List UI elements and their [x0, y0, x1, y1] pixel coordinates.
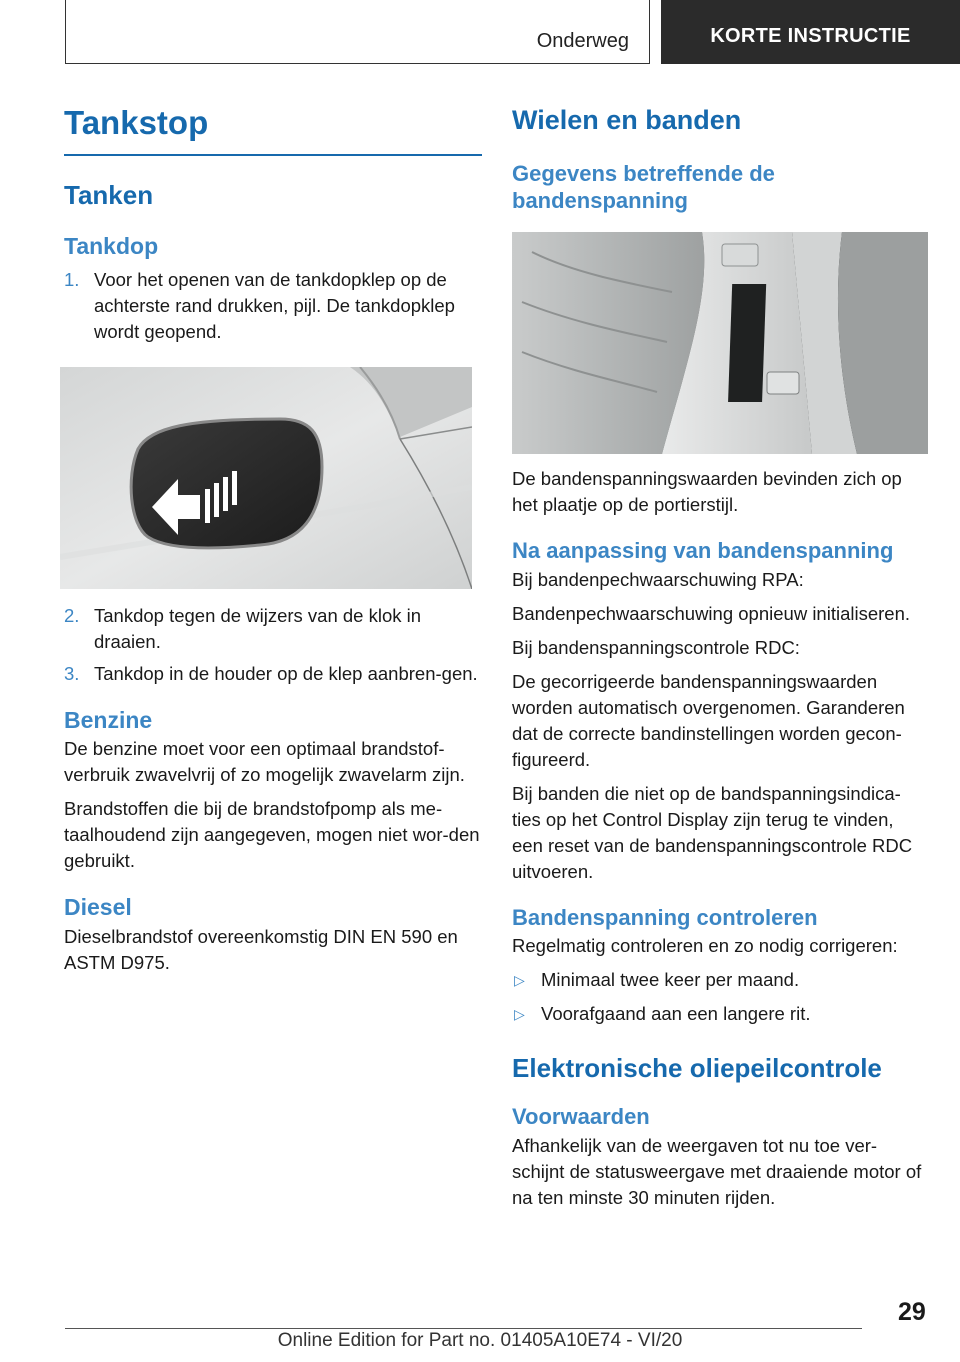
right-column: [512, 96, 928, 1211]
heading-benzine: Benzine: [64, 706, 153, 733]
list-item: [512, 967, 928, 993]
controleren-paragraph: Regelmatig controleren en zo nodig corrigeren:: [512, 935, 898, 957]
step-number: 1.: [64, 268, 80, 290]
benzine-paragraph-1: De benzine moet voor een optimaal brandstof-verbruik zwavelvrij of zo mogelijk zwavelarm zijn.: [64, 738, 465, 786]
aanpassing-paragraph-5: Bij banden die niet op de bandspanningsindica-ties op het Control Display zijn terug te vinden, een reset van de bandenspanningscontrole RDC uitvoeren.: [512, 782, 913, 882]
bullet-text: Voorafgaand aan een langere rit.: [541, 1003, 811, 1025]
heading-tanken: Tanken: [64, 179, 154, 210]
steps-list-b: [64, 603, 482, 687]
title-tankstop: Tankstop: [64, 104, 209, 141]
steps-list-a: [64, 267, 482, 345]
diesel-paragraph: Dieselbrandstof overeenkomstig DIN EN 590 en ASTM D975.: [64, 925, 458, 973]
voorwaarden-paragraph: Afhankelijk van de weergaven tot nu toe ver-schijnt de statusweergave met draaiende motor of na ten minste 30 minuten rijden.: [512, 1134, 922, 1208]
heading-aanpassing: Na aanpassing van bandenspanning: [512, 538, 894, 564]
list-item: [64, 603, 482, 655]
triangle-bullet-icon: ▷: [514, 1006, 525, 1023]
footer-rule: [65, 1328, 862, 1329]
heading-oliepeil: Elektronische oliepeilcontrole: [512, 1053, 882, 1084]
step-text: Tankdop in de houder op de klep aanbren-gen.: [94, 662, 478, 684]
title-rule: [64, 154, 482, 156]
fuel-flap-image: [60, 367, 472, 589]
step-text: Voor het openen van de tankdopklep op de achterste rand drukken, pijl. De tankdopklep wordt geopend.: [94, 268, 455, 342]
aanpassing-paragraph-2: Bandenpechwaarschuwing opnieuw initialiseren.: [512, 602, 911, 624]
bullet-list: [512, 967, 928, 1027]
list-item: [512, 1001, 928, 1027]
list-item: [64, 661, 482, 687]
aanpassing-paragraph-4: De gecorrigeerde bandenspanningswaarden worden automatisch overgenomen. Garanderen dat de correcte bandinstellingen worden gecon-figureerd.: [512, 670, 905, 770]
page-number: 29: [898, 1298, 926, 1326]
chapter-tab: KORTE INSTRUCTIE: [661, 0, 960, 64]
step-text: Tankdop tegen de wijzers van de klok in draaien.: [94, 604, 422, 652]
door-pillar-image: [512, 232, 928, 454]
heading-voorwaarden: Voorwaarden: [512, 1104, 650, 1130]
triangle-bullet-icon: ▷: [514, 972, 525, 989]
heading-controleren: Bandenspanning controleren: [512, 904, 818, 930]
step-number: 3.: [64, 662, 80, 684]
heading-gegevens: Gegevens betreffende de bandenspanning: [512, 161, 775, 214]
list-item: [64, 267, 482, 345]
section-tab: [65, 0, 650, 64]
title-wielen: Wielen en banden: [512, 105, 742, 135]
benzine-paragraph-2: Brandstoffen die bij de brandstofpomp als me-taalhoudend zijn aangegeven, mogen niet wor-den gebruikt.: [64, 798, 480, 872]
section-title: Onderweg: [536, 30, 629, 52]
gegevens-paragraph: De bandenspanningswaarden bevinden zich op het plaatje op de portierstijl.: [512, 468, 902, 516]
page-header: [0, 0, 960, 64]
heading-diesel: Diesel: [64, 894, 132, 921]
aanpassing-paragraph-1: Bij bandenpechwaarschuwing RPA:: [512, 568, 804, 590]
bullet-text: Minimaal twee keer per maand.: [541, 969, 800, 991]
step-number: 2.: [64, 604, 80, 626]
left-column: [64, 96, 482, 976]
heading-tankdop: Tankdop: [64, 233, 159, 260]
edition-text: Online Edition for Part no. 01405A10E74 - VI/20: [277, 1330, 683, 1351]
aanpassing-paragraph-3: Bij bandenspanningscontrole RDC:: [512, 636, 800, 658]
